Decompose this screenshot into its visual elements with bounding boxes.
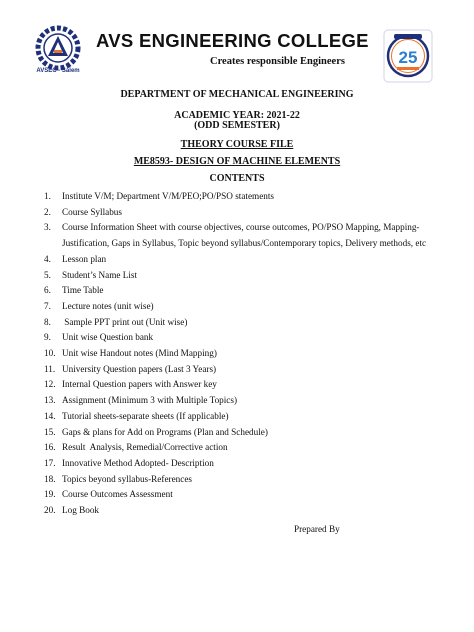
item-number: 11. — [44, 363, 56, 374]
item-number: 18. — [44, 473, 56, 484]
item-number: 6. — [44, 285, 51, 296]
item-number: 20. — [44, 505, 56, 516]
college-tagline: Creates responsible Engineers — [210, 56, 345, 67]
item-text: Log Book — [62, 505, 100, 516]
anniversary-logo-icon — [380, 28, 436, 84]
list-item — [44, 377, 444, 393]
item-text: Assignment (Minimum 3 with Multiple Topics) — [62, 395, 238, 406]
list-item — [44, 487, 444, 503]
logo-caption: AVSEC - Salem — [36, 68, 80, 74]
item-text: Course Syllabus — [62, 206, 122, 217]
item-number: 9. — [44, 332, 51, 343]
item-number: 13. — [44, 395, 56, 406]
item-text: Topics beyond syllabus-References — [62, 473, 192, 484]
list-item — [44, 346, 444, 362]
item-text: Tutorial sheets-separate sheets (If applicable) — [62, 410, 229, 421]
anniversary-number: 25 — [398, 48, 418, 67]
item-text: Sample PPT print out (Unit wise) — [62, 316, 188, 327]
item-number: 17. — [44, 457, 56, 468]
item-number: 1. — [44, 191, 51, 201]
list-item — [44, 362, 444, 378]
item-number: 3. — [44, 222, 51, 233]
course-file-title: THEORY COURSE FILE — [180, 139, 294, 150]
item-text: Lecture notes (unit wise) — [62, 300, 154, 311]
list-item — [44, 440, 444, 456]
item-number: 7. — [44, 300, 51, 311]
list-item — [44, 283, 444, 299]
list-item — [44, 299, 444, 315]
list-item — [44, 425, 444, 441]
list-item — [44, 330, 444, 346]
item-number: 4. — [44, 253, 51, 264]
item-text: Result Analysis, Remedial/Corrective action — [62, 442, 228, 453]
item-number: 19. — [44, 489, 56, 500]
item-number: 5. — [44, 269, 51, 280]
item-number: 8. — [44, 316, 51, 327]
item-text: University Question papers (Last 3 Years) — [62, 363, 217, 374]
list-item — [44, 189, 444, 205]
list-item — [44, 315, 444, 331]
item-text: Gaps & plans for Add on Programs (Plan and Schedule) — [62, 426, 268, 437]
item-number: 15. — [44, 426, 56, 437]
item-number: 12. — [44, 379, 56, 390]
item-text: Course Information Sheet with course objectives, course outcomes, PO/PSO Mapping, Mapping- — [62, 222, 420, 233]
contents-heading: CONTENTS — [209, 173, 265, 184]
department-title: DEPARTMENT OF MECHANICAL ENGINEERING — [120, 89, 354, 100]
item-text: Institute V/M; Department V/M/PEO;PO/PSO statements — [62, 191, 274, 201]
item-text: Innovative Method Adopted- Description — [62, 457, 214, 468]
item-number: 2. — [44, 206, 51, 217]
list-item — [44, 472, 444, 488]
item-number: 16. — [44, 442, 56, 453]
list-item — [44, 268, 444, 284]
item-number: 10. — [44, 348, 56, 359]
list-item — [44, 220, 444, 251]
item-text: Internal Question papers with Answer key — [62, 379, 217, 390]
item-text: Time Table — [62, 285, 104, 296]
list-item — [44, 456, 444, 472]
item-text: Student’s Name List — [62, 269, 138, 280]
list-item — [44, 393, 444, 409]
list-item — [44, 205, 444, 221]
item-text-continued: Justification, Gaps in Syllabus, Topic beyond syllabus/Contemporary topics, Delivery methods, etc — [62, 238, 427, 249]
college-name: AVS ENGINEERING COLLEGE — [96, 30, 369, 51]
item-text: Course Outcomes Assessment — [62, 489, 173, 500]
item-text: Lesson plan — [62, 253, 107, 264]
item-number: 14. — [44, 410, 56, 421]
contents-list — [44, 189, 444, 519]
semester: (ODD SEMESTER) — [194, 120, 280, 131]
academic-year: ACADEMIC YEAR: 2021-22 — [174, 110, 300, 121]
item-text: Unit wise Question bank — [62, 332, 154, 343]
list-item — [44, 503, 444, 519]
list-item — [44, 252, 444, 268]
list-item — [44, 409, 444, 425]
prepared-by-label: Prepared By — [294, 524, 340, 534]
item-text: Unit wise Handout notes (Mind Mapping) — [62, 348, 217, 359]
course-title: ME8593- DESIGN OF MACHINE ELEMENTS — [133, 156, 341, 167]
